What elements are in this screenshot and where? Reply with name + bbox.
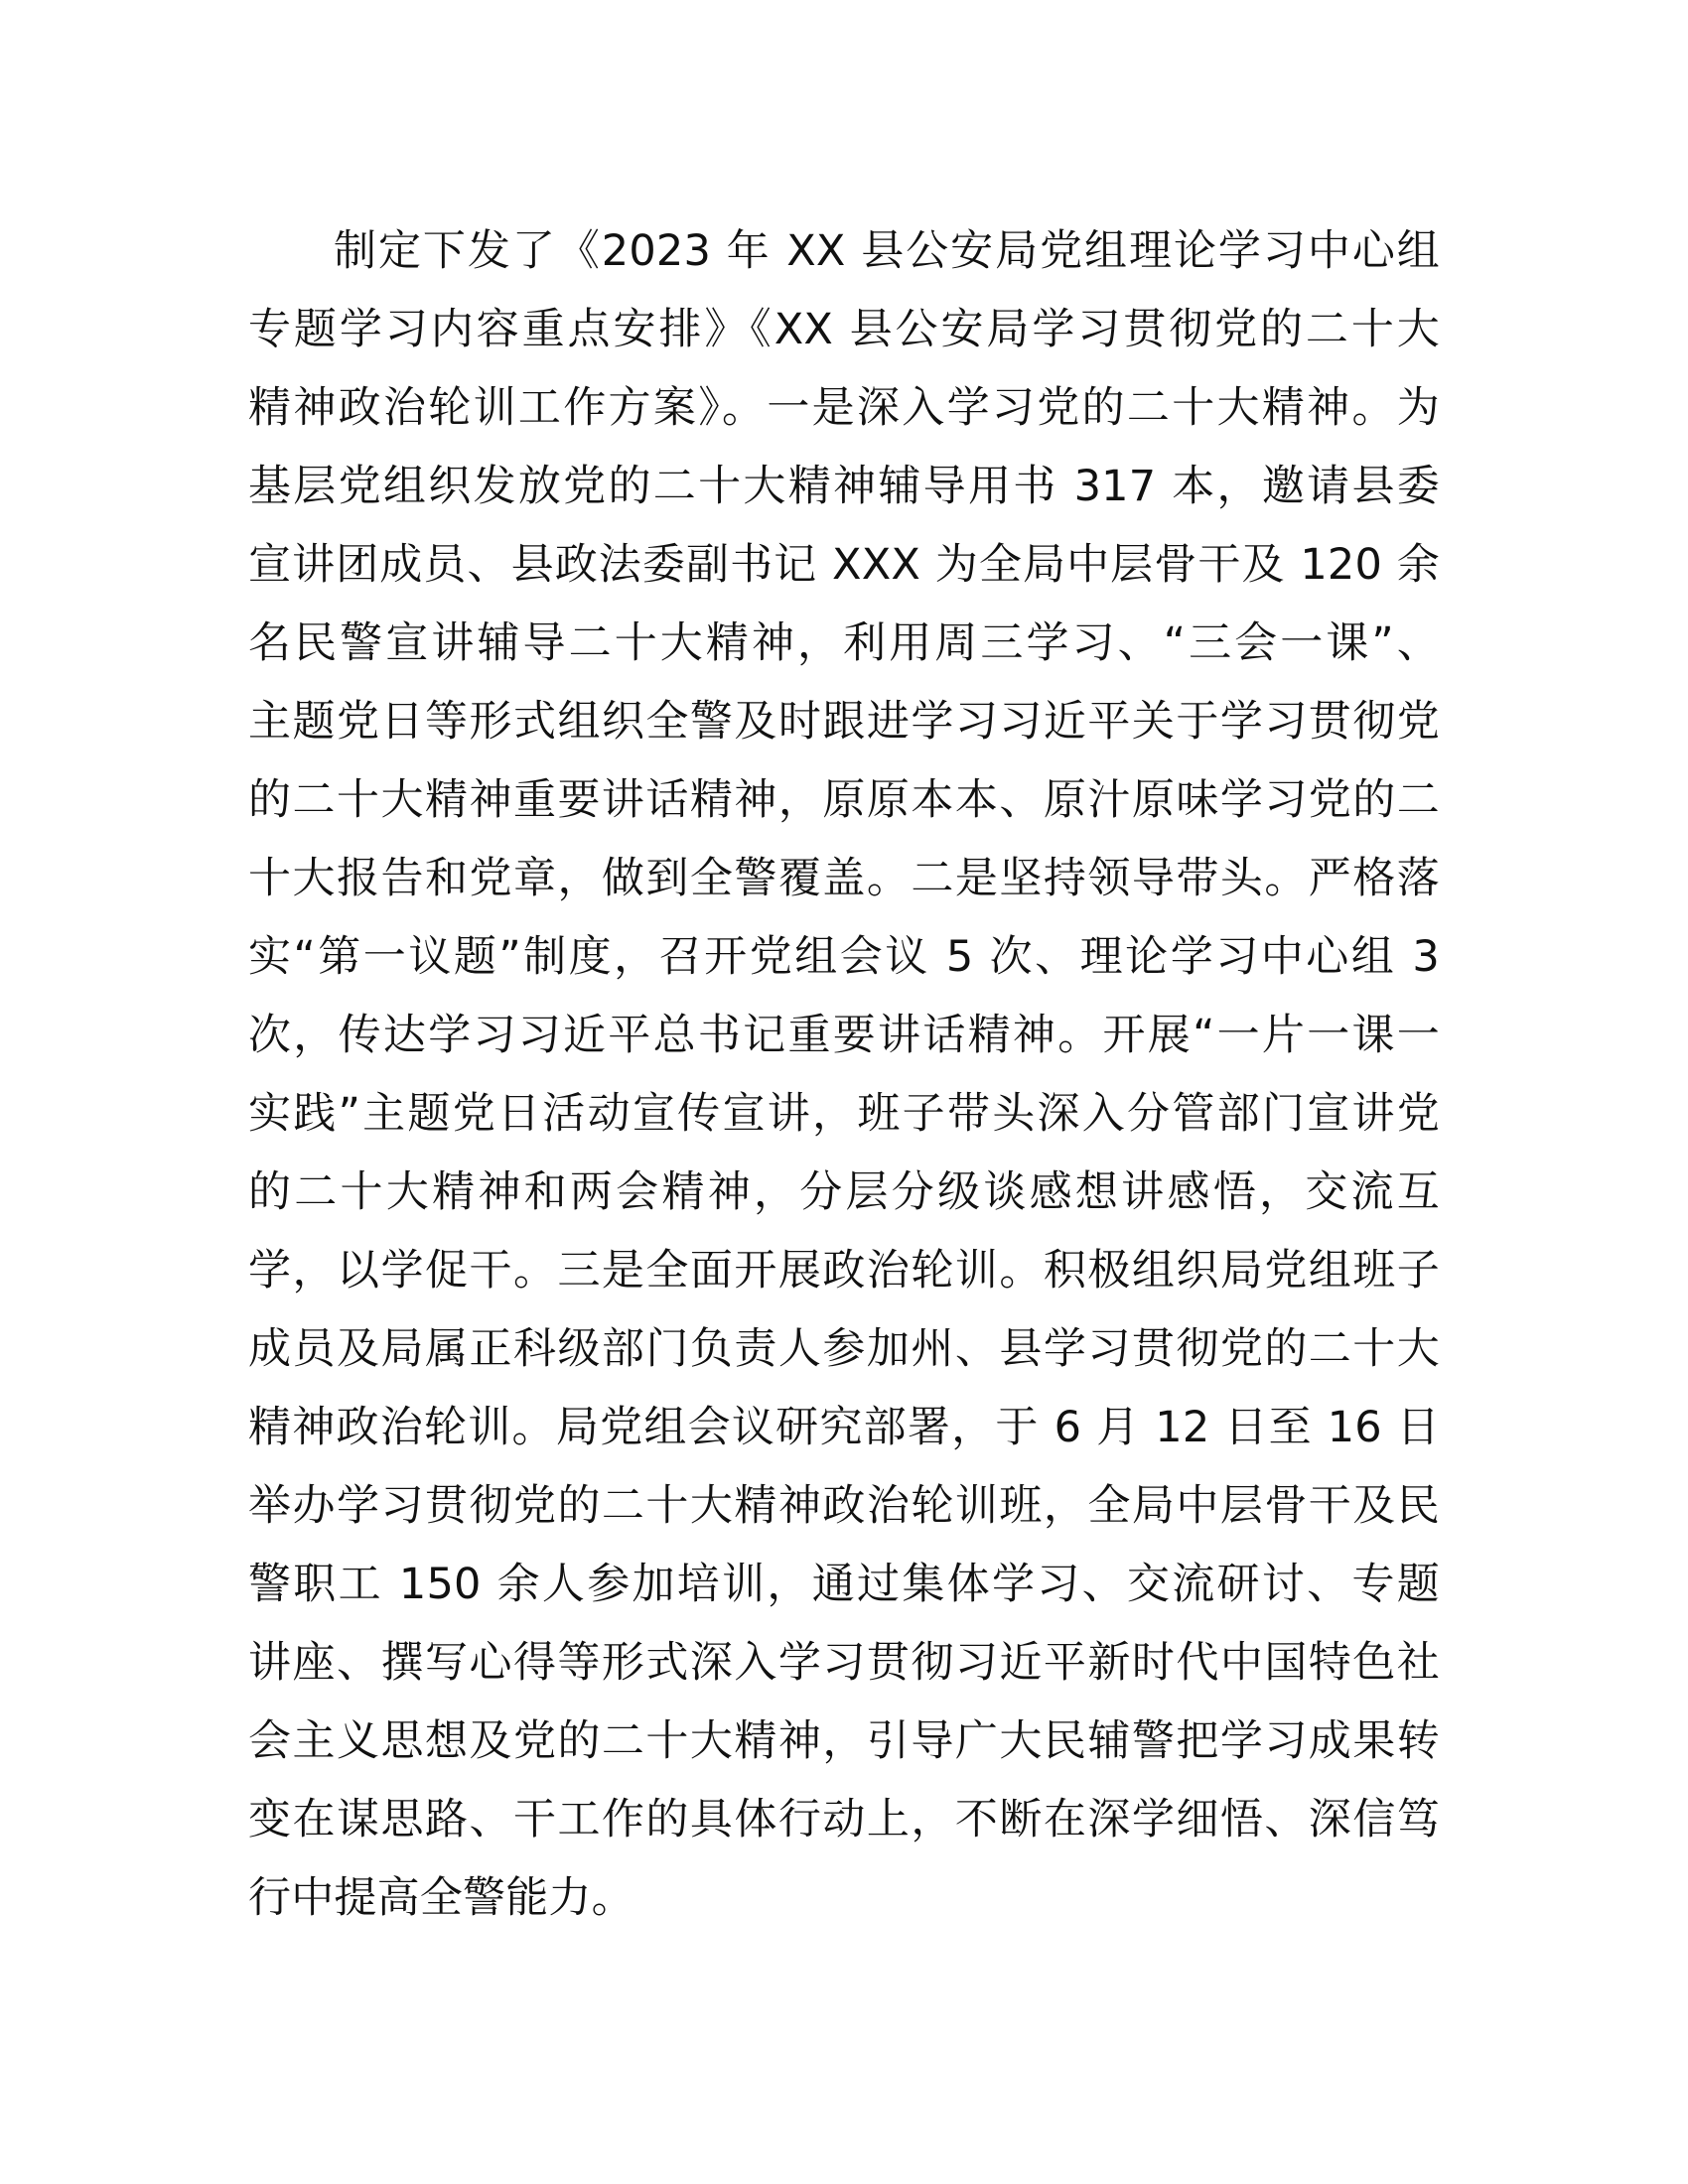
paragraph-line: 变在谋思路、干工作的具体行动上，不断在深学细悟、深信笃 [248,1795,1440,1844]
paragraph-line: 宣讲团成员、县政法委副书记 XXX 为全局中层骨干及 120 余 [248,540,1440,590]
paragraph-line: 精神政治轮训工作方案》。一是深入学习党的二十大精神。为 [248,383,1440,433]
paragraph-line: 讲座、撰写心得等形式深入学习贯彻习近平新时代中国特色社 [248,1638,1440,1688]
paragraph-line: 十大报告和党章，做到全警覆盖。二是坚持领导带头。严格落 [248,854,1440,903]
paragraph-line: 举办学习贯彻党的二十大精神政治轮训班，全局中层骨干及民 [248,1481,1440,1531]
paragraph-line: 的二十大精神重要讲话精神，原原本本、原汁原味学习党的二 [248,775,1440,825]
paragraph-line: 制定下发了《2023 年 XX 县公安局党组理论学习中心组 [334,226,1440,276]
paragraph-line: 实“第一议题”制度，召开党组会议 5 次、理论学习中心组 3 [248,932,1440,982]
paragraph-line: 学，以学促干。三是全面开展政治轮训。积极组织局党组班子 [248,1246,1440,1296]
paragraph-line: 基层党组织发放党的二十大精神辅导用书 317 本，邀请县委 [248,462,1440,511]
paragraph-line: 会主义思想及党的二十大精神，引导广大民辅警把学习成果转 [248,1716,1440,1766]
paragraph-line: 名民警宣讲辅导二十大精神，利用周三学习、“三会一课”、 [248,618,1441,668]
body-paragraph [248,212,1440,1938]
paragraph-line: 次，传达学习习近平总书记重要讲话精神。开展“一片一课一 [248,1011,1440,1060]
paragraph-line: 行中提高全警能力。 [248,1873,634,1923]
paragraph-line: 专题学习内容重点安排》《XX 县公安局学习贯彻党的二十大 [248,305,1440,354]
paragraph-line: 主题党日等形式组织全警及时跟进学习习近平关于学习贯彻党 [248,697,1440,747]
paragraph-line: 的二十大精神和两会精神，分层分级谈感想讲感悟，交流互 [248,1167,1440,1217]
paragraph-line: 精神政治轮训。局党组会议研究部署，于 6 月 12 日至 16 日 [248,1403,1440,1452]
paragraph-line: 实践”主题党日活动宣传宣讲，班子带头深入分管部门宣讲党 [248,1089,1440,1139]
paragraph-line: 警职工 150 余人参加培训，通过集体学习、交流研讨、专题 [248,1560,1440,1609]
paragraph-line: 成员及局属正科级部门负责人参加州、县学习贯彻党的二十大 [248,1324,1440,1374]
